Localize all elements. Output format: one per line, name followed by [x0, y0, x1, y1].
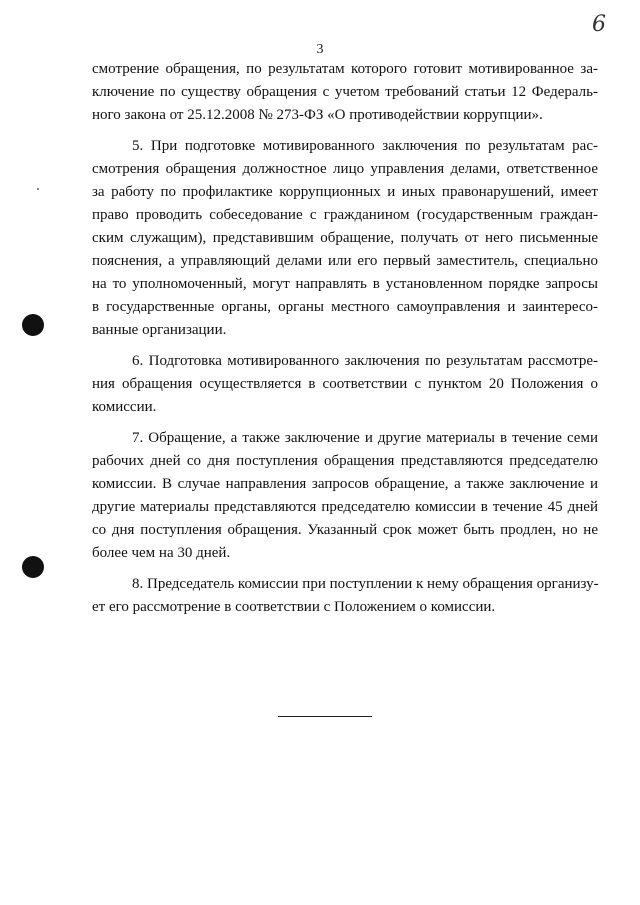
text-line: ного закона от 25.12.2008 № 273-ФЗ «О противодействии коррупции».: [92, 107, 543, 123]
text-line: более чем на 30 дней.: [92, 545, 231, 561]
text-line: пояснения, а управляющий делами или его первый заместитель, специально: [92, 253, 598, 269]
text-line: ключение по существу обращения с учетом требований статьи 12 Федераль-: [92, 84, 598, 100]
text-line: рабочих дней со дня поступления обращения представляются председателю: [92, 453, 598, 469]
paragraph-item-7: [92, 427, 598, 565]
text-line: 5. При подготовке мотивированного заключения по результатам рас-: [132, 138, 598, 154]
text-line: 7. Обращение, а также заключение и другие материалы в течение семи: [132, 430, 598, 446]
text-line: в государственные органы, органы местного самоуправления и заинтересо-: [92, 299, 598, 315]
page-number: 3: [316, 42, 324, 57]
paragraph-item-5: [92, 135, 598, 342]
paragraph-continuation: [92, 58, 598, 127]
text-line: комиссии.: [92, 399, 157, 415]
text-line: 6. Подготовка мотивированного заключения по результатам рассмотре-: [132, 353, 598, 369]
closing-rule: [278, 716, 372, 717]
text-line: со дня поступления обращения. Указанный срок может быть продлен, но не: [92, 522, 598, 538]
punch-hole-icon: [22, 556, 44, 578]
text-line: ния обращения осуществляется в соответствии с пунктом 20 Положения о: [92, 376, 598, 392]
text-line: ет его рассмотрение в соответствии с Положением о комиссии.: [92, 599, 496, 615]
text-line: ванные организации.: [92, 322, 227, 338]
text-line: другие материалы представляются председателю комиссии в течение 45 дней: [92, 499, 598, 515]
text-line: за работу по профилактике коррупционных и иных правонарушений, имеет: [92, 184, 598, 200]
text-line: на то уполномоченный, могут направлять в установленном порядке запросы: [92, 276, 598, 292]
document-body: [92, 58, 598, 619]
text-line: комиссии. В случае направления запросов обращение, а также заключение и: [92, 476, 598, 492]
text-line: право проводить собеседование с гражданином (государственным граждан-: [92, 207, 598, 223]
paragraph-item-8: [92, 573, 598, 619]
paragraph-item-6: [92, 350, 598, 419]
text-line: ским служащим), представившим обращение, получать от него письменные: [92, 230, 598, 246]
text-line: смотрения обращения должностное лицо управления делами, ответственное: [92, 161, 598, 177]
handwritten-page-mark: 6: [592, 12, 606, 37]
text-line: 8. Председатель комиссии при поступлении к нему обращения организу-: [132, 576, 599, 592]
punch-hole-icon: [22, 314, 44, 336]
scan-speck: [37, 188, 39, 190]
text-line: смотрение обращения, по результатам которого готовит мотивированное за-: [92, 61, 598, 77]
